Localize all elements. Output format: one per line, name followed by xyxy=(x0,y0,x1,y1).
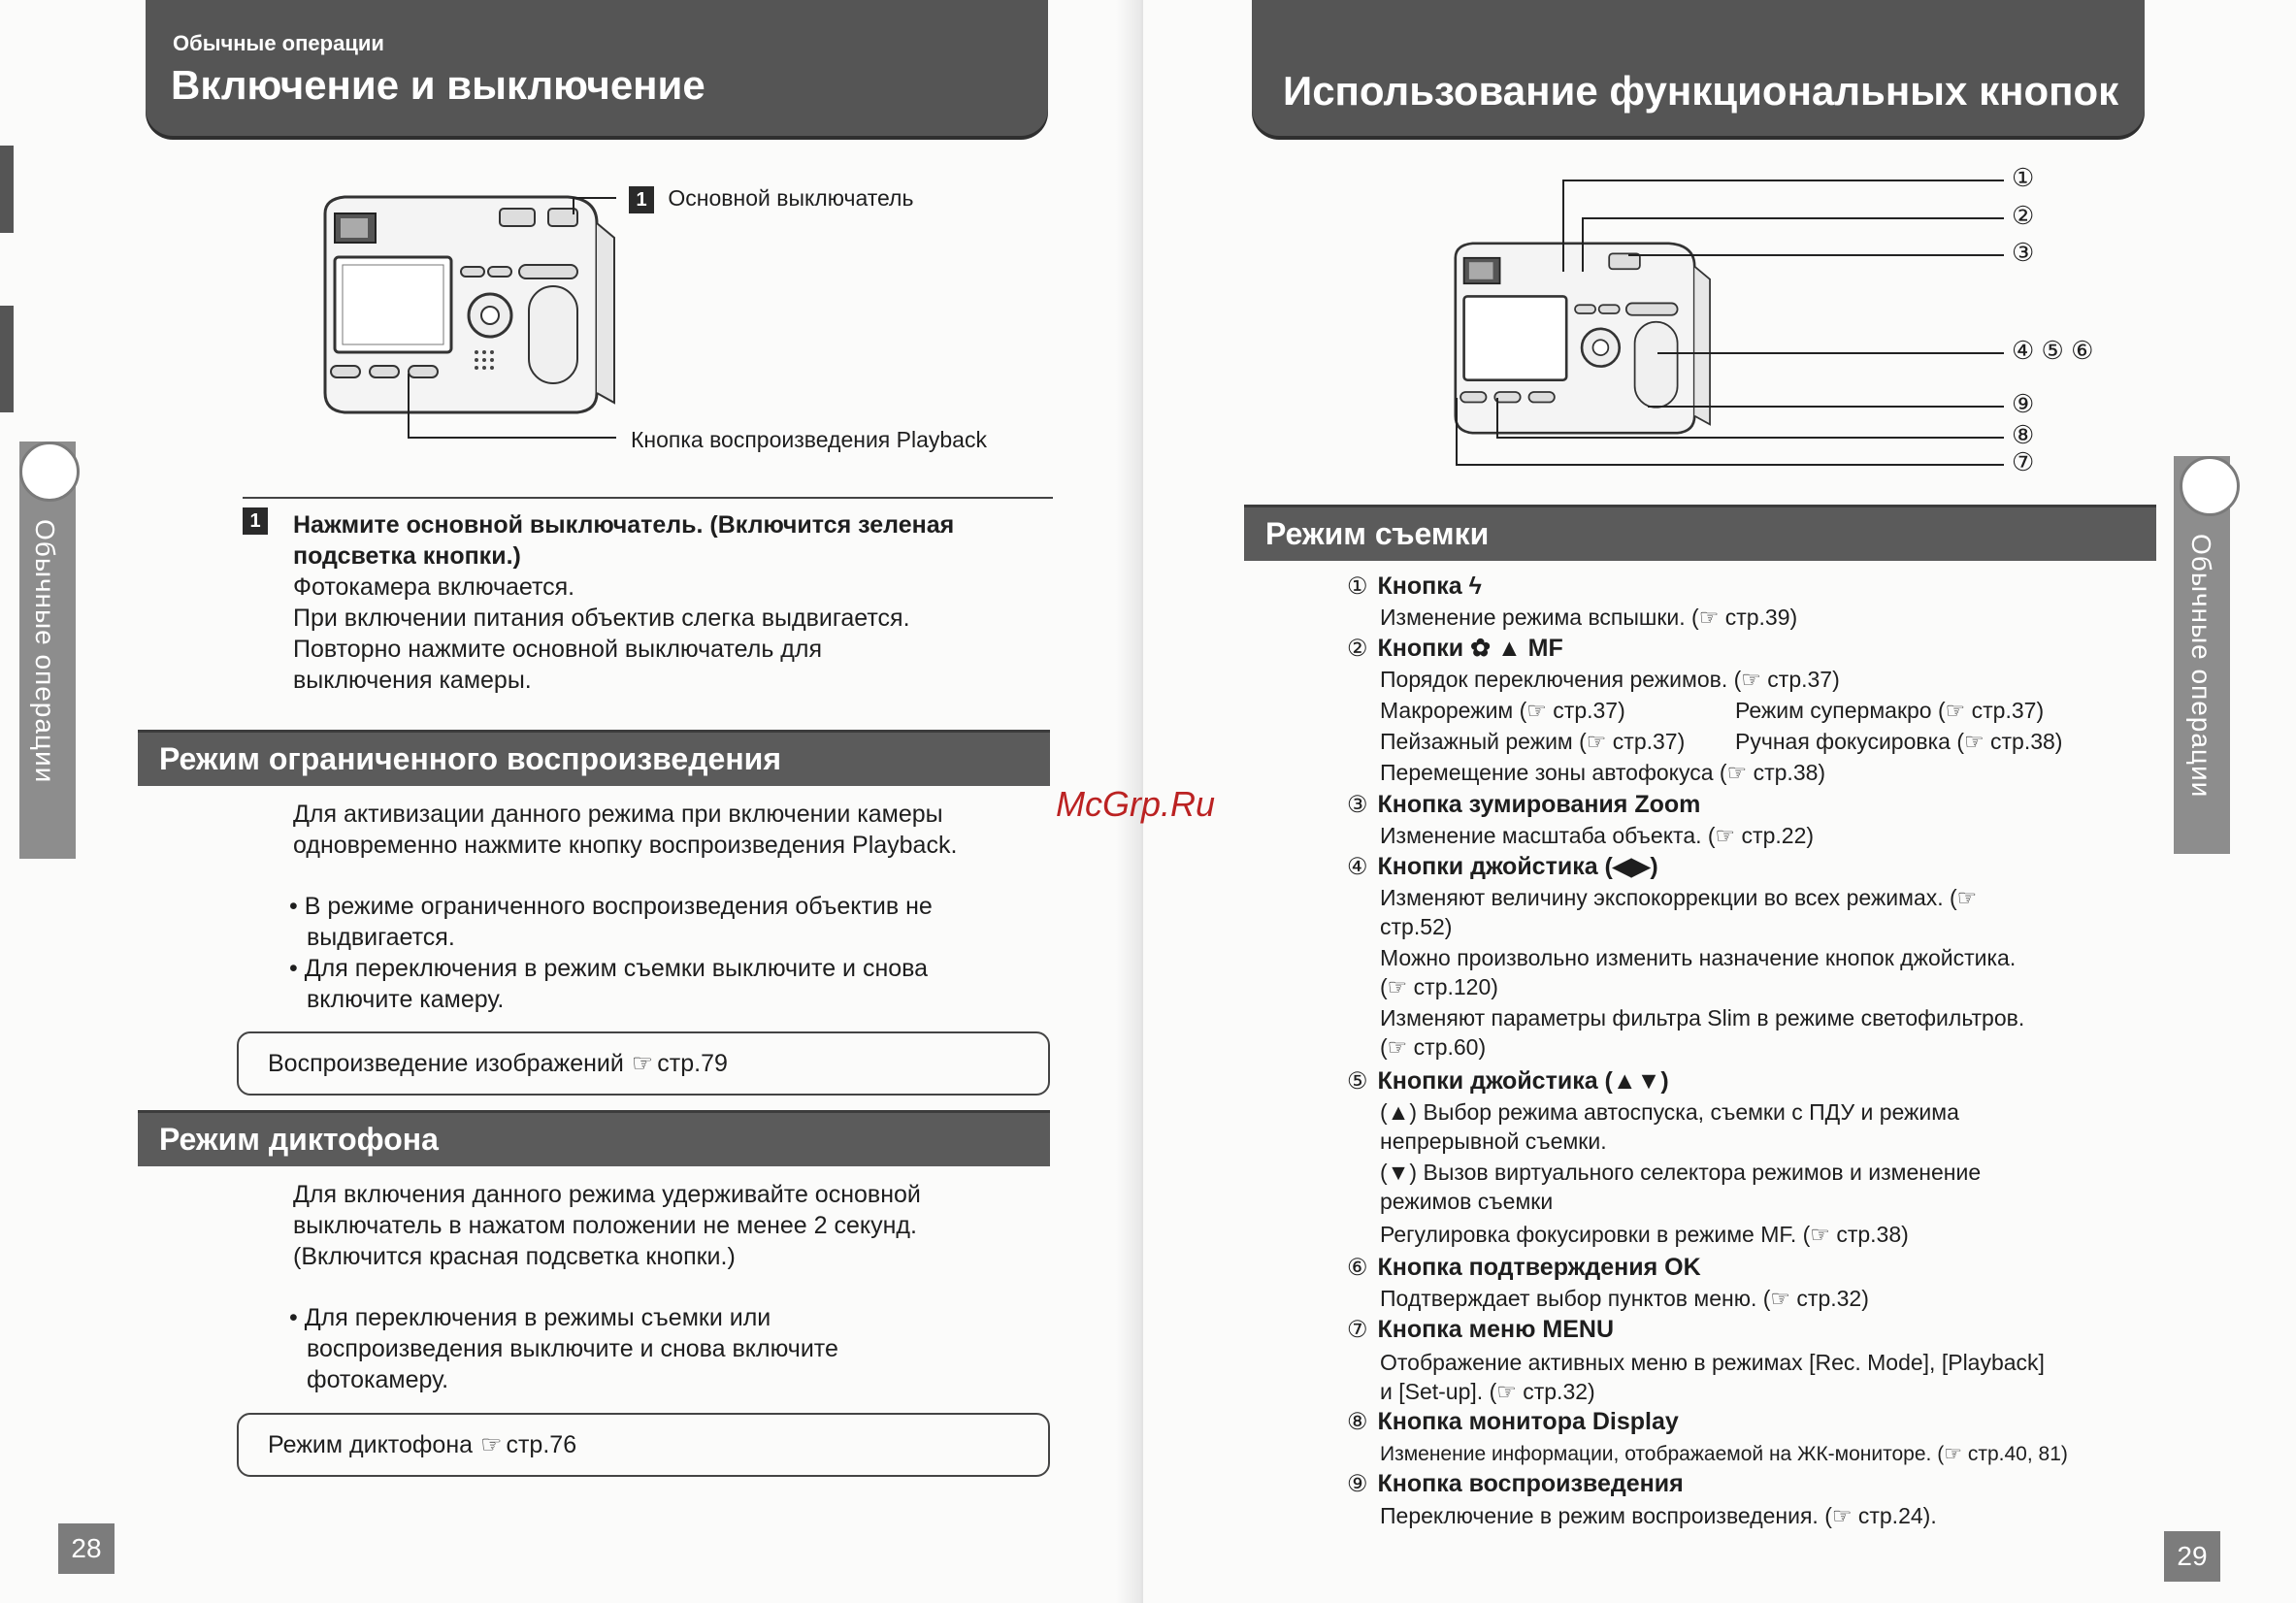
button-item-3-title: ③ Кнопка зумирования Zoom xyxy=(1347,791,1701,818)
power-callout-line-v xyxy=(573,197,574,214)
callout-line-8v xyxy=(1496,398,1498,437)
callout-line-1 xyxy=(1562,180,2004,181)
page-title: Включение и выключение xyxy=(171,62,705,108)
step-heading-2: подсветка кнопки.) xyxy=(293,542,521,570)
button-item-6-desc: Подтверждает выбор пунктов меню. (☞ стр.32) xyxy=(1380,1286,1869,1311)
callout-line-2 xyxy=(1582,217,2004,219)
step-text-1: Фотокамера включается. xyxy=(293,573,575,601)
button-item-4-line-4: (☞ стр.120) xyxy=(1380,974,1498,999)
reference-box-page: стр.79 xyxy=(657,1049,728,1077)
reference-box-page: стр.76 xyxy=(506,1430,577,1458)
reference-box-playback xyxy=(237,1031,1050,1096)
button-item-7-line-2: и [Set-up]. (☞ стр.32) xyxy=(1380,1379,1595,1404)
step-divider xyxy=(243,497,1053,499)
callout-label-3: ③ xyxy=(2012,238,2035,267)
playback-callout-line-h xyxy=(408,437,616,439)
step-text-4: выключения камеры. xyxy=(293,667,532,694)
callout-label-9: ⑨ xyxy=(2012,389,2035,418)
callout-line-9 xyxy=(1648,406,2004,408)
reference-box-label: Режим диктофона xyxy=(268,1430,474,1458)
camera-back-illustration xyxy=(1434,228,1716,442)
button-item-9-title: ⑨ Кнопка воспроизведения xyxy=(1347,1470,1684,1497)
button-item-6-title: ⑥ Кнопка подтверждения OK xyxy=(1347,1254,1701,1281)
button-item-4-line-5: Изменяют параметры фильтра Slim в режиме светофильтров. xyxy=(1380,1005,2025,1030)
callout-label-8: ⑧ xyxy=(2012,420,2035,449)
watermark-text: McGrp.Ru xyxy=(1056,784,1216,824)
section-bar-voice-recorder: Режим диктофона xyxy=(138,1110,1050,1166)
section1-bullet-2b: включите камеру. xyxy=(307,986,505,1013)
section1-bullet-2a: • Для переключения в режим съемки выключите и снова xyxy=(289,955,929,982)
button-item-7-line-1: Отображение активных меню в режимах [Rec. Mode], [Playback] xyxy=(1380,1350,2045,1375)
callout-label-456: ④ ⑤ ⑥ xyxy=(2012,336,2094,365)
section1-intro-1: Для активизации данного режима при включении камеры xyxy=(293,801,943,828)
step-heading-1: Нажмите основной выключатель. (Включится зеленая xyxy=(293,511,955,539)
left-edge-mark-2 xyxy=(0,306,14,412)
button-item-2-pair-1a: Макрорежим (☞ стр.37) xyxy=(1380,698,1625,723)
button-item-4-line-6: (☞ стр.60) xyxy=(1380,1034,1487,1060)
button-item-2-pair-1b: Режим супермакро (☞ стр.37) xyxy=(1735,698,2045,723)
button-item-3-desc: Изменение масштаба объекта. (☞ стр.22) xyxy=(1380,823,1815,848)
callout-line-1v xyxy=(1562,180,1564,272)
step-text-2: При включении питания объектив слегка выдвигается. xyxy=(293,605,910,632)
reference-box-label: Воспроизведение изображений xyxy=(268,1049,624,1077)
callout-label-2: ② xyxy=(2012,201,2035,230)
callout-line-8 xyxy=(1496,437,2004,439)
callout-line-7v xyxy=(1456,398,1458,464)
page-number-left: 28 xyxy=(58,1523,115,1574)
pointing-hand-icon: ☞ xyxy=(480,1431,503,1458)
pointing-hand-icon: ☞ xyxy=(631,1050,654,1077)
button-item-5-title: ⑤ Кнопки джойстика (▲▼) xyxy=(1347,1067,1669,1095)
section2-intro-3: (Включится красная подсветка кнопки.) xyxy=(293,1243,736,1270)
step-number-badge: 1 xyxy=(243,507,268,535)
button-item-7-title: ⑦ Кнопка меню MENU xyxy=(1347,1316,1615,1343)
callout-line-456 xyxy=(1657,352,2004,354)
button-item-2-desc: Порядок переключения режимов. (☞ стр.37) xyxy=(1380,667,1840,692)
reference-box-voice xyxy=(237,1413,1050,1477)
button-item-1-title: ① Кнопка ϟ xyxy=(1347,572,1482,601)
button-item-5-line-2: непрерывной съемки. xyxy=(1380,1129,1607,1154)
step-number-badge: 1 xyxy=(629,186,654,213)
button-item-8-desc: Изменение информации, отображаемой на ЖК-мониторе. (☞ стр.40, 81) xyxy=(1380,1443,2068,1465)
button-item-9-desc: Переключение в режим воспроизведения. (☞ стр.24). xyxy=(1380,1503,1937,1528)
right-tab-circle-icon xyxy=(2180,456,2240,516)
playback-callout-label: Кнопка воспроизведения Playback xyxy=(631,427,987,452)
button-item-5-line-5: Регулировка фокусировки в режиме MF. (☞ стр.38) xyxy=(1380,1222,1909,1247)
section1-bullet-1b: выдвигается. xyxy=(307,924,455,951)
callout-line-2v xyxy=(1582,217,1584,272)
button-item-1-desc: Изменение режима вспышки. (☞ стр.39) xyxy=(1380,605,1798,630)
left-tab-label: Обычные операции xyxy=(30,519,60,784)
section-bar-limited-playback: Режим ограниченного воспроизведения xyxy=(138,730,1050,786)
right-header xyxy=(1252,0,2145,136)
callout-label-7: ⑦ xyxy=(2012,447,2035,476)
button-item-5-line-1: (▲) Выбор режима автоспуска, съемки с ПДУ и режима xyxy=(1380,1099,1959,1125)
power-callout-line-h xyxy=(573,197,616,199)
left-edge-mark xyxy=(0,146,14,233)
section2-bullet-1c: фотокамеру. xyxy=(307,1366,449,1393)
section2-bullet-1b: воспроизведения выключите и снова включите xyxy=(307,1335,838,1362)
section2-bullet-1a: • Для переключения в режимы съемки или xyxy=(289,1304,771,1331)
right-page xyxy=(1143,0,2296,1603)
callout-line-7 xyxy=(1456,464,2004,466)
section1-bullet-1a: • В режиме ограниченного воспроизведения объектив не xyxy=(289,893,933,920)
button-item-8-title: ⑧ Кнопка монитора Display xyxy=(1347,1408,1679,1435)
page-title: Использование функциональных кнопок xyxy=(1283,68,2119,114)
power-callout xyxy=(629,182,913,214)
playback-callout-line-v xyxy=(408,374,410,437)
button-item-5-line-3: (▼) Вызов виртуального селектора режимов и изменение xyxy=(1380,1160,1982,1185)
section2-intro-1: Для включения данного режима удерживайте основной xyxy=(293,1181,921,1208)
button-item-2-pair-2b: Ручная фокусировка (☞ стр.38) xyxy=(1735,729,2063,754)
button-item-5-line-4: режимов съемки xyxy=(1380,1189,1554,1214)
left-tab-circle-icon xyxy=(19,442,80,502)
section2-intro-2: выключатель в нажатом положении не менее 2 секунд. xyxy=(293,1212,917,1239)
page-number-right: 29 xyxy=(2164,1531,2220,1582)
section1-intro-2: одновременно нажмите кнопку воспроизведения Playback. xyxy=(293,832,958,859)
left-page xyxy=(0,0,1143,1603)
button-item-2-pair-2a: Пейзажный режим (☞ стр.37) xyxy=(1380,729,1686,754)
section-bar-shooting-mode: Режим съемки xyxy=(1244,505,2156,561)
button-item-2-title: ② Кнопки ✿ ▲ MF xyxy=(1347,635,1563,662)
button-item-4-line-3: Можно произвольно изменить назначение кнопок джойстика. xyxy=(1380,945,2017,970)
step-text-3: Повторно нажмите основной выключатель для xyxy=(293,636,823,663)
item-number: ① xyxy=(1347,573,1368,601)
left-header xyxy=(146,0,1048,136)
button-item-4-line-1: Изменяют величину экспокоррекции во всех режимах. (☞ xyxy=(1380,885,1978,910)
camera-back-illustration xyxy=(306,180,616,422)
button-item-4-line-2: стр.52) xyxy=(1380,914,1453,939)
button-item-4-title: ④ Кнопки джойстика (◀▶) xyxy=(1347,853,1658,880)
callout-label-1: ① xyxy=(2012,163,2035,192)
power-callout-label: Основной выключатель xyxy=(668,185,914,211)
header-subtitle: Обычные операции xyxy=(173,31,384,55)
button-item-2-tail: Перемещение зоны автофокуса (☞ стр.38) xyxy=(1380,760,1826,785)
right-tab-label: Обычные операции xyxy=(2186,534,2216,799)
callout-line-3 xyxy=(1628,254,2004,256)
